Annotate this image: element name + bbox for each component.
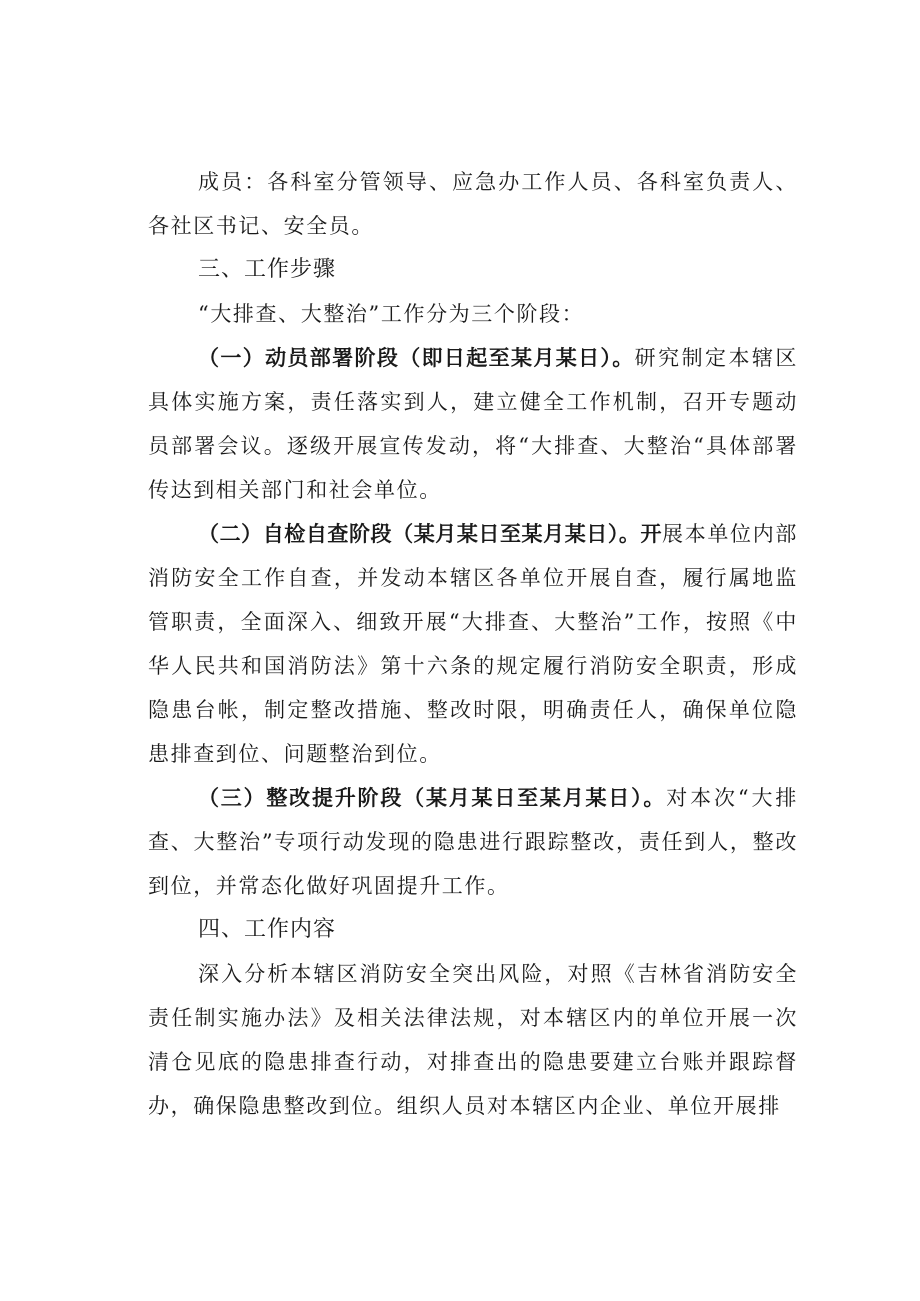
paragraph-phases-intro: “大排查、大整治”工作分为三个阶段： [198, 302, 585, 326]
paragraph-work-content: 深入分析本辖区消防安全突出风险，对照《吉林省消防安全责任制实施办法》及相关法律法规，对本辖区内的单位开展一次清仓见底的隐患排查行动，对排查出的隐患要建立台账并跟踪督办，确保隐患整改到位。组织人员对本辖区内企业、单位开展排 [148, 962, 798, 1118]
heading-work-content: 四、工作内容 [198, 917, 337, 942]
stage-1-title: （一）动员部署阶段（即日起至某月某日）。 [198, 346, 635, 370]
document-page [148, 160, 798, 1128]
paragraph-members: 成员：各科室分管领导、应急办工作人员、各科室负责人、各社区书记、安全员。 [148, 170, 798, 238]
stage-3-text: 对本次“大排查、大整治”专项行动发现的隐患进行跟踪整改，责任到人，整改到位，并常态化做好巩固提升工作。 [148, 786, 798, 898]
heading-work-steps: 三、工作步骤 [198, 257, 337, 282]
paragraph-stage-2 [148, 512, 798, 776]
stage-2-text: 展本单位内部消防安全工作自查，并发动本辖区各单位开展自查，履行属地监管职责，全面深入、细致开展“大排查、大整治”工作，按照《中华人民共和国消防法》第十六条的规定履行消防安全职责，形成隐患台帐，制定整改措施、整改时限，明确责任人，确保单位隐患排查到位、问题整治到位。 [148, 522, 798, 766]
stage-3-title: （三）整改提升阶段（某月某日至某月某日）。 [198, 786, 667, 810]
paragraph-stage-3 [148, 776, 798, 908]
paragraph-stage-1 [148, 336, 798, 512]
stage-1-text: 研究制定本辖区具体实施方案，责任落实到人，建立健全工作机制，召开专题动员部署会议。逐级开展宣传发动，将“大排查、大整治“具体部署传达到相关部门和社会单位。 [148, 346, 799, 502]
stage-2-title: （二）自检自查阶段（某月某日至某月某日）。开 [198, 522, 663, 546]
